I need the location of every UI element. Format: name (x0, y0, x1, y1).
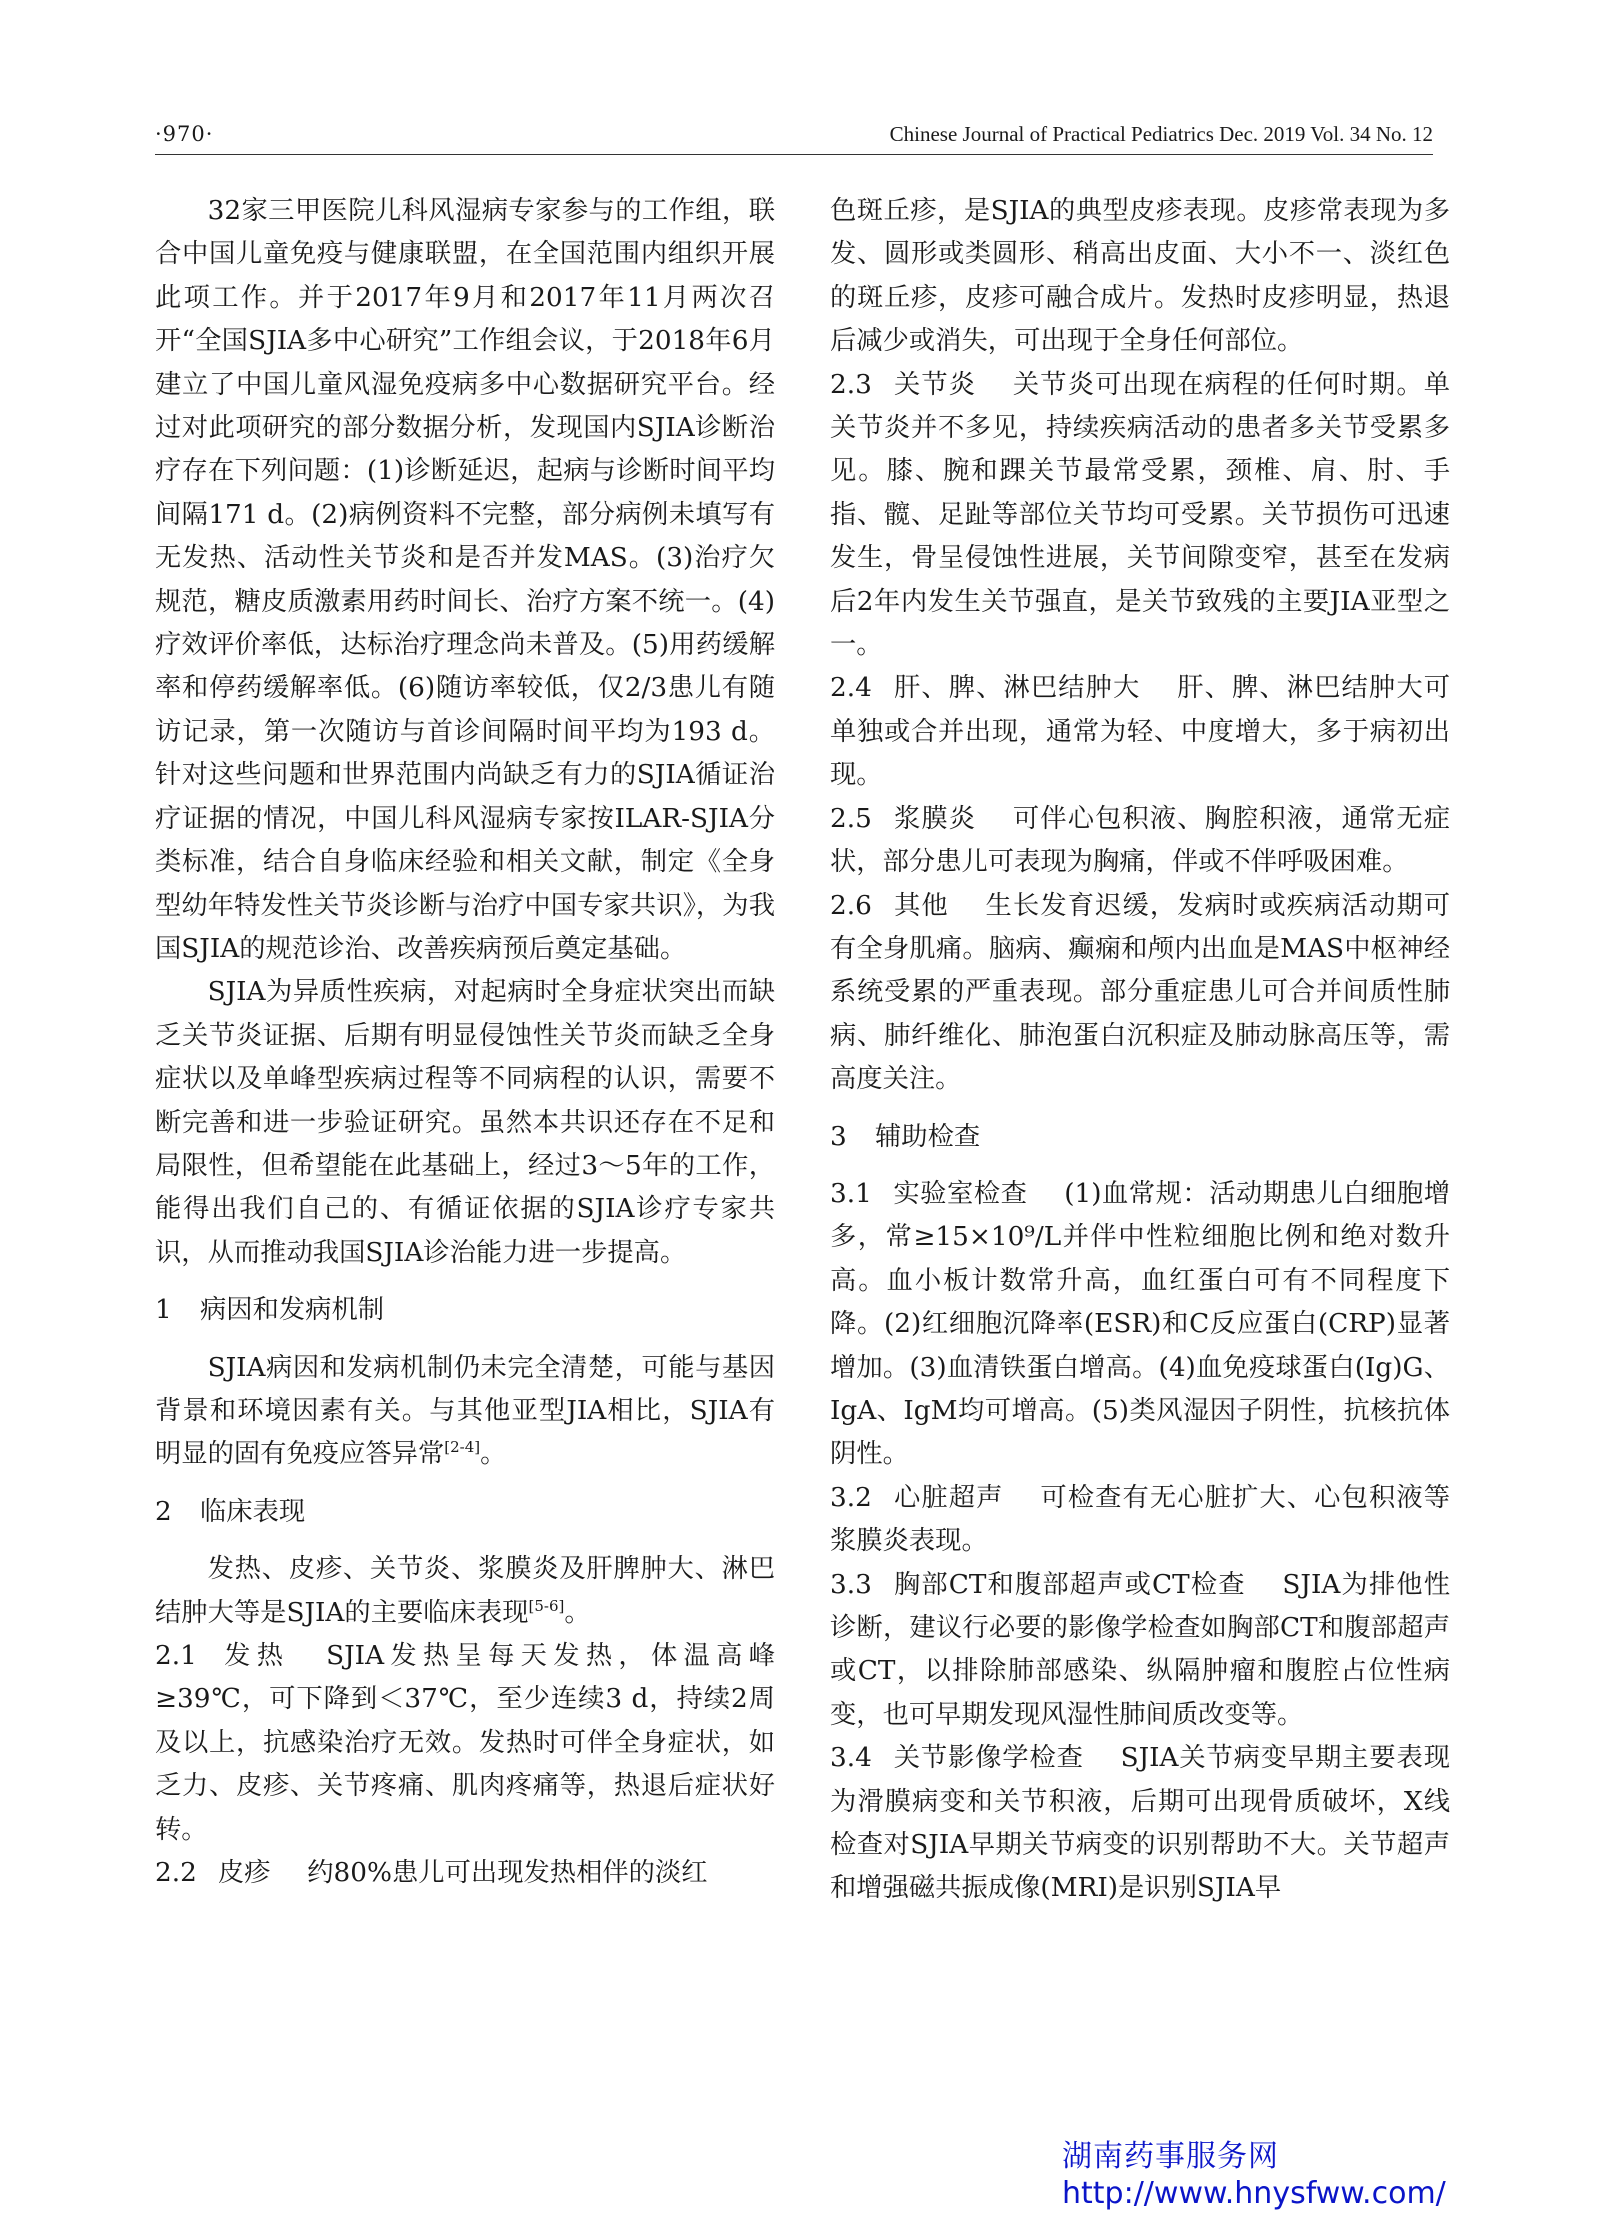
section-heading-3 (830, 1116, 1450, 1159)
subsection-title: 发热 (217, 1641, 290, 1671)
subsection-text: 约80%患儿可出现发热相伴的淡红 (307, 1858, 708, 1889)
paragraph-text: SJIA病因和发病机制仍未完全清楚，可能与基因背景和环境因素有关。与其他亚型JIA相比，SJIA有明显的固有免疫应答异常 (155, 1352, 775, 1470)
journal-running-head: Chinese Journal of Practical Pediatrics Dec. 2019 Vol. 34 No. 12 (889, 122, 1433, 146)
punctuation: 。 (564, 1597, 591, 1628)
subsection-number: 2.1 (155, 1641, 197, 1671)
subsection-2-1 (155, 1635, 775, 1852)
section-title: 辅助检查 (875, 1121, 981, 1152)
subsection-number: 2.3 (830, 369, 872, 400)
subsection-2-6 (830, 885, 1450, 1102)
section-number: 2 (155, 1496, 172, 1527)
subsection-text: SJIA发热呈每天发热，体温高峰≥39℃，可下降到＜37℃，至少连续3 d，持续2周及以上，抗感染治疗无效。发热时可伴全身症状，如乏力、皮疹、关节疼痛、肌肉疼痛等，热退后症状好转。 (155, 1641, 776, 1845)
subsection-text: (1)血常规：活动期患儿白细胞增多，常≥15×10⁹/L并伴中性粒细胞比例和绝对数升高。血小板计数常升高，血红蛋白可有不同程度下降。(2)红细胞沉降率(ESR)和C反应蛋白(CRP)显著增加。(3)血清铁蛋白增高。(4)血免疫球蛋白(Ig)G、IgA、IgM均可增高。(5)类风湿因子阴性，抗核抗体阴性。 (830, 1178, 1451, 1470)
subsection-number: 2.4 (830, 673, 872, 704)
subsection-text: 关节炎可出现在病程的任何时期。单关节炎并不多见，持续疾病活动的患者多关节受累多见。膝、腕和踝关节最常受累，颈椎、肩、肘、手指、髋、足趾等部位关节均可受累。关节损伤可迅速发生，骨呈侵蚀性进展，关节间隙变窄，甚至在发病后2年内发生关节强直，是关节致残的主要JIA亚型之一。 (830, 369, 1451, 661)
subsection-title: 胸部CT和腹部超声或CT检查 (892, 1569, 1246, 1600)
subsection-3-3 (830, 1564, 1450, 1738)
subsection-text: 生长发育迟缓，发病时或疾病活动期可有全身肌痛。脑病、癫痫和颅内出血是MAS中枢神经系统受累的严重表现。部分重症患儿可合并间质性肺病、肺纤维化、肺泡蛋白沉积症及肺动脉高压等，需高度关注。 (830, 890, 1451, 1095)
subsection-number: 2.5 (830, 803, 872, 834)
section-title: 病因和发病机制 (200, 1295, 385, 1326)
paragraph-intro: 32家三甲医院儿科风湿病专家参与的工作组，联合中国儿童免疫与健康联盟，在全国范围内组织开展此项工作。并于2017年9月和2017年11月两次召开“全国SJIA多中心研究”工作组会议，于2018年6月建立了中国儿童风湿免疫病多中心数据研究平台。经过对此项研究的部分数据分析，发现国内SJIA诊断治疗存在下列问题：(1)诊断延迟，起病与诊断时间平均间隔171 d。(2)病例资料不完整，部分病例未填写有无发热、活动性关节炎和是否并发MAS。(3)治疗欠规范，糖皮质激素用药时间长、治疗方案不统一。(4)疗效评价率低，达标治疗理念尚未普及。(5)用药缓解率和停药缓解率低。(6)随访率较低，仅2/3患儿有随访记录，第一次随访与首诊间隔时间平均为193 d。针对这些问题和世界范围内尚缺乏有力的SJIA循证治疗证据的情况，中国儿科风湿病专家按ILAR-SJIA分类标准，结合自身临床经验和相关文献，制定《全身型幼年特发性关节炎诊断与治疗中国专家共识》，为我国SJIA的规范诊治、改善疾病预后奠定基础。 (155, 196, 775, 964)
subsection-title: 关节炎 (892, 369, 977, 400)
citation-ref: [5-6] (528, 1596, 565, 1615)
subsection-2-2 (155, 1852, 775, 1895)
page-header (155, 122, 1433, 152)
section-number: 3 (830, 1121, 847, 1152)
subsection-title: 其他 (892, 890, 949, 921)
left-column (155, 190, 775, 1895)
subsection-title: 关节影像学检查 (892, 1743, 1084, 1774)
subsection-2-5 (830, 798, 1450, 885)
citation-ref: [2-4] (444, 1438, 481, 1457)
subsection-number: 3.2 (830, 1482, 872, 1513)
subsection-number: 3.3 (830, 1569, 872, 1600)
page-number: ·970· (155, 122, 214, 146)
subsection-title: 实验室检查 (892, 1178, 1028, 1209)
subsection-title: 皮疹 (217, 1858, 271, 1889)
section-number: 1 (155, 1295, 172, 1326)
right-column (830, 190, 1450, 1911)
watermark-url[interactable]: http://www.hnysfww.com/ (1062, 2176, 1446, 2211)
punctuation: 。 (480, 1439, 507, 1470)
subsection-text: SJIA关节病变早期主要表现为滑膜病变和关节积液，后期可出现骨质破坏，X线检查对SJIA早期关节病变的识别帮助不大。关节超声和增强磁共振成像(MRI)是识别SJIA早 (830, 1743, 1451, 1904)
subsection-text: 肝、脾、淋巴结肿大可单独或合并出现，通常为轻、中度增大，多于病初出现。 (830, 673, 1451, 791)
paragraph-heterogeneity: SJIA为异质性疾病，对起病时全身症状突出而缺乏关节炎证据、后期有明显侵蚀性关节炎而缺乏全身症状以及单峰型疾病过程等不同病程的认识，需要不断完善和进一步验证研究。虽然本共识还存在不足和局限性，但希望能在此基础上，经过3～5年的工作，能得出我们自己的、有循证依据的SJIA诊疗专家共识，从而推动我国SJIA诊治能力进一步提高。 (155, 977, 775, 1268)
subsection-title: 浆膜炎 (892, 803, 977, 834)
subsection-number: 2.2 (155, 1858, 197, 1889)
subsection-number: 3.1 (830, 1178, 872, 1209)
paragraph-clinical (155, 1548, 775, 1635)
subsection-title: 心脏超声 (892, 1482, 1004, 1513)
watermark-site-name: 湖南药事服务网 (1062, 2139, 1279, 2174)
subsection-text: 可检查有无心脏扩大、心包积液等浆膜炎表现。 (830, 1482, 1451, 1557)
subsection-number: 2.6 (830, 890, 872, 921)
header-rule (155, 154, 1433, 155)
subsection-title: 肝、脾、淋巴结肿大 (892, 673, 1141, 704)
subsection-3-4 (830, 1737, 1450, 1911)
section-heading-1 (155, 1289, 775, 1332)
subsection-text: 可伴心包积液、胸腔积液，通常无症状，部分患儿可表现为胸痛，伴或不伴呼吸困难。 (830, 803, 1451, 878)
section-heading-2 (155, 1491, 775, 1534)
section-title: 临床表现 (200, 1496, 306, 1527)
subsection-2-4 (830, 667, 1450, 797)
paragraph-rash-continued: 色斑丘疹，是SJIA的典型皮疹表现。皮疹常表现为多发、圆形或类圆形、稍高出皮面、大小不一、淡红色的斑丘疹，皮疹可融合成片。发热时皮疹明显，热退后减少或消失，可出现于全身任何部位。 (830, 196, 1450, 357)
paragraph-text: 发热、皮疹、关节炎、浆膜炎及肝脾肿大、淋巴结肿大等是SJIA的主要临床表现 (155, 1554, 775, 1628)
paragraph-etiology (155, 1347, 775, 1477)
subsection-number: 3.4 (830, 1743, 872, 1774)
subsection-text: SJIA为排他性诊断，建议行必要的影像学检查如胸部CT和腹部超声或CT，以排除肺部感染、纵隔肿瘤和腹腔占位性病变，也可早期发现风湿性肺间质改变等。 (830, 1569, 1450, 1730)
subsection-2-3 (830, 364, 1450, 668)
subsection-3-1 (830, 1173, 1450, 1477)
subsection-3-2 (830, 1477, 1450, 1564)
